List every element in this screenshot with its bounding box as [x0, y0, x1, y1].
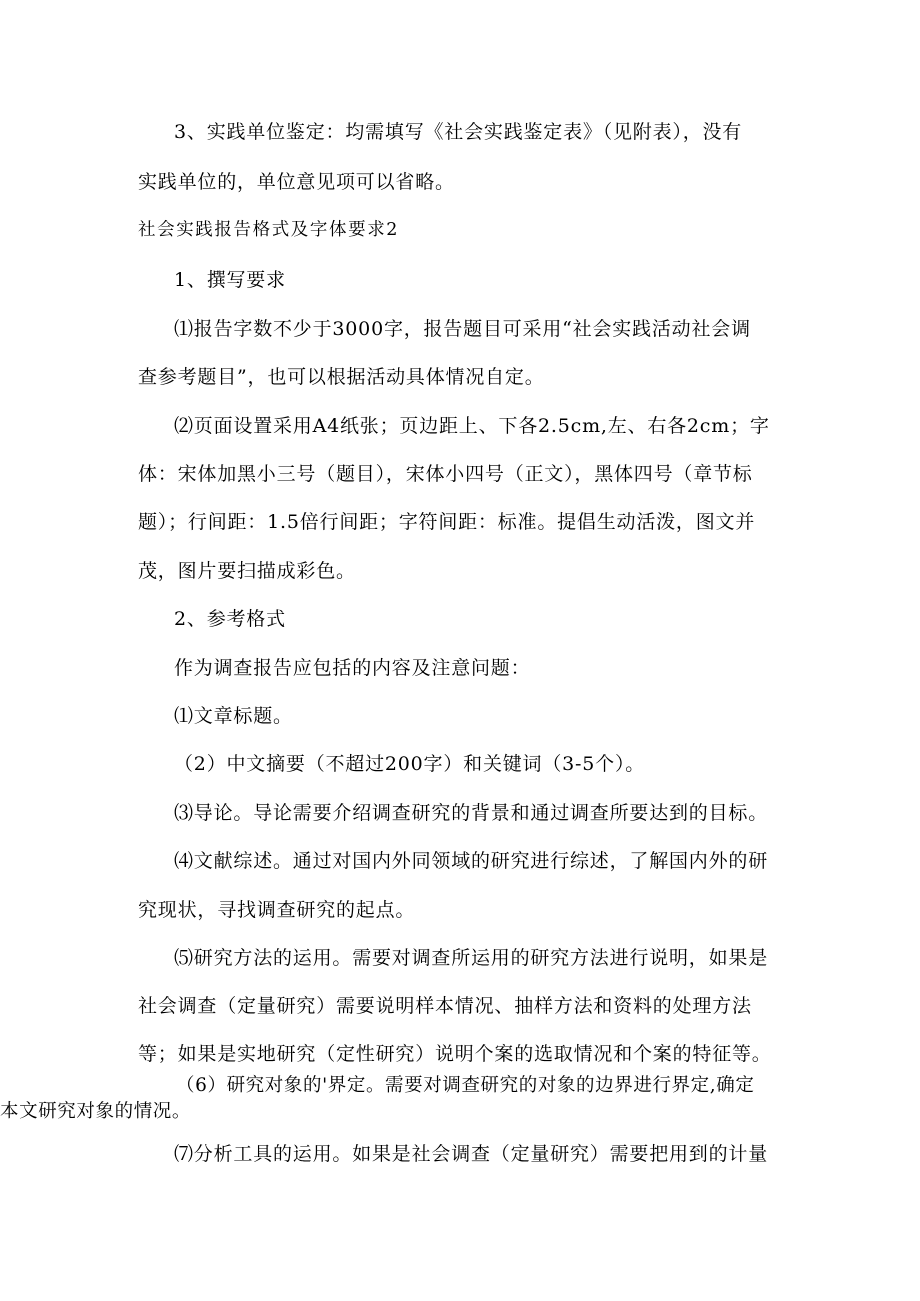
item-2-line-1: ⑵页面设置采用A4纸张；页边距上、下各2.5cm,左、右各2cm；字	[174, 415, 770, 437]
list-item-5-line-3: 等；如果是实地研究（定性研究）说明个案的选取情况和个案的特征等。	[138, 1043, 772, 1065]
list-item-6-line-2: 本文研究对象的情况。	[0, 1101, 192, 1122]
list-item-6-line-1: （6）研究对象的'界定。需要对调查研究的对象的边界进行界定,确定	[176, 1075, 755, 1096]
list-item-2: （2）中文摘要（不超过200字）和关键词（3-5个）。	[174, 753, 646, 775]
list-item-3: ⑶导论。导论需要介绍调查研究的背景和通过调查所要达到的目标。	[174, 802, 769, 824]
list-item-4-line-1: ⑷文献综述。通过对国内外同领域的研究进行综述，了解国内外的研	[174, 850, 769, 872]
subheading-writing-requirements: 1、撰写要求	[174, 269, 286, 291]
section-heading: 社会实践报告格式及字体要求2	[138, 220, 400, 240]
item-1-line-2: 查参考题目”，也可以根据活动具体情况自定。	[138, 366, 545, 388]
list-item-7-line-1: ⑺分析工具的运用。如果是社会调查（定量研究）需要把用到的计量	[174, 1143, 769, 1165]
intro-line: 作为调查报告应包括的内容及注意问题：	[174, 657, 531, 679]
list-item-5-line-1: ⑸研究方法的运用。需要对调查所运用的研究方法进行说明，如果是	[174, 947, 769, 969]
item-2-line-4: 茂，图片要扫描成彩色。	[138, 560, 356, 582]
paragraph-appraisal-line-2: 实践单位的，单位意见项可以省略。	[138, 171, 455, 193]
subheading-reference-format: 2、参考格式	[174, 608, 286, 630]
paragraph-appraisal-line-1: 3、实践单位鉴定：均需填写《社会实践鉴定表》（见附表），没有	[174, 121, 743, 143]
list-item-4-line-2: 究现状，寻找调查研究的起点。	[138, 899, 416, 921]
item-2-line-3: 题）；行间距：1.5倍行间距；字符间距：标准。提倡生动活泼，图文并	[138, 511, 756, 533]
list-item-1: ⑴文章标题。	[174, 705, 293, 727]
item-1-line-1: ⑴报告字数不少于3000字，报告题目可采用“社会实践活动社会调	[174, 318, 751, 340]
list-item-5-line-2: 社会调查（定量研究）需要说明样本情况、抽样方法和资料的处理方法	[138, 995, 752, 1017]
item-2-line-2: 体：宋体加黑小三号（题目），宋体小四号（正文），黑体四号（章节标	[138, 463, 753, 485]
